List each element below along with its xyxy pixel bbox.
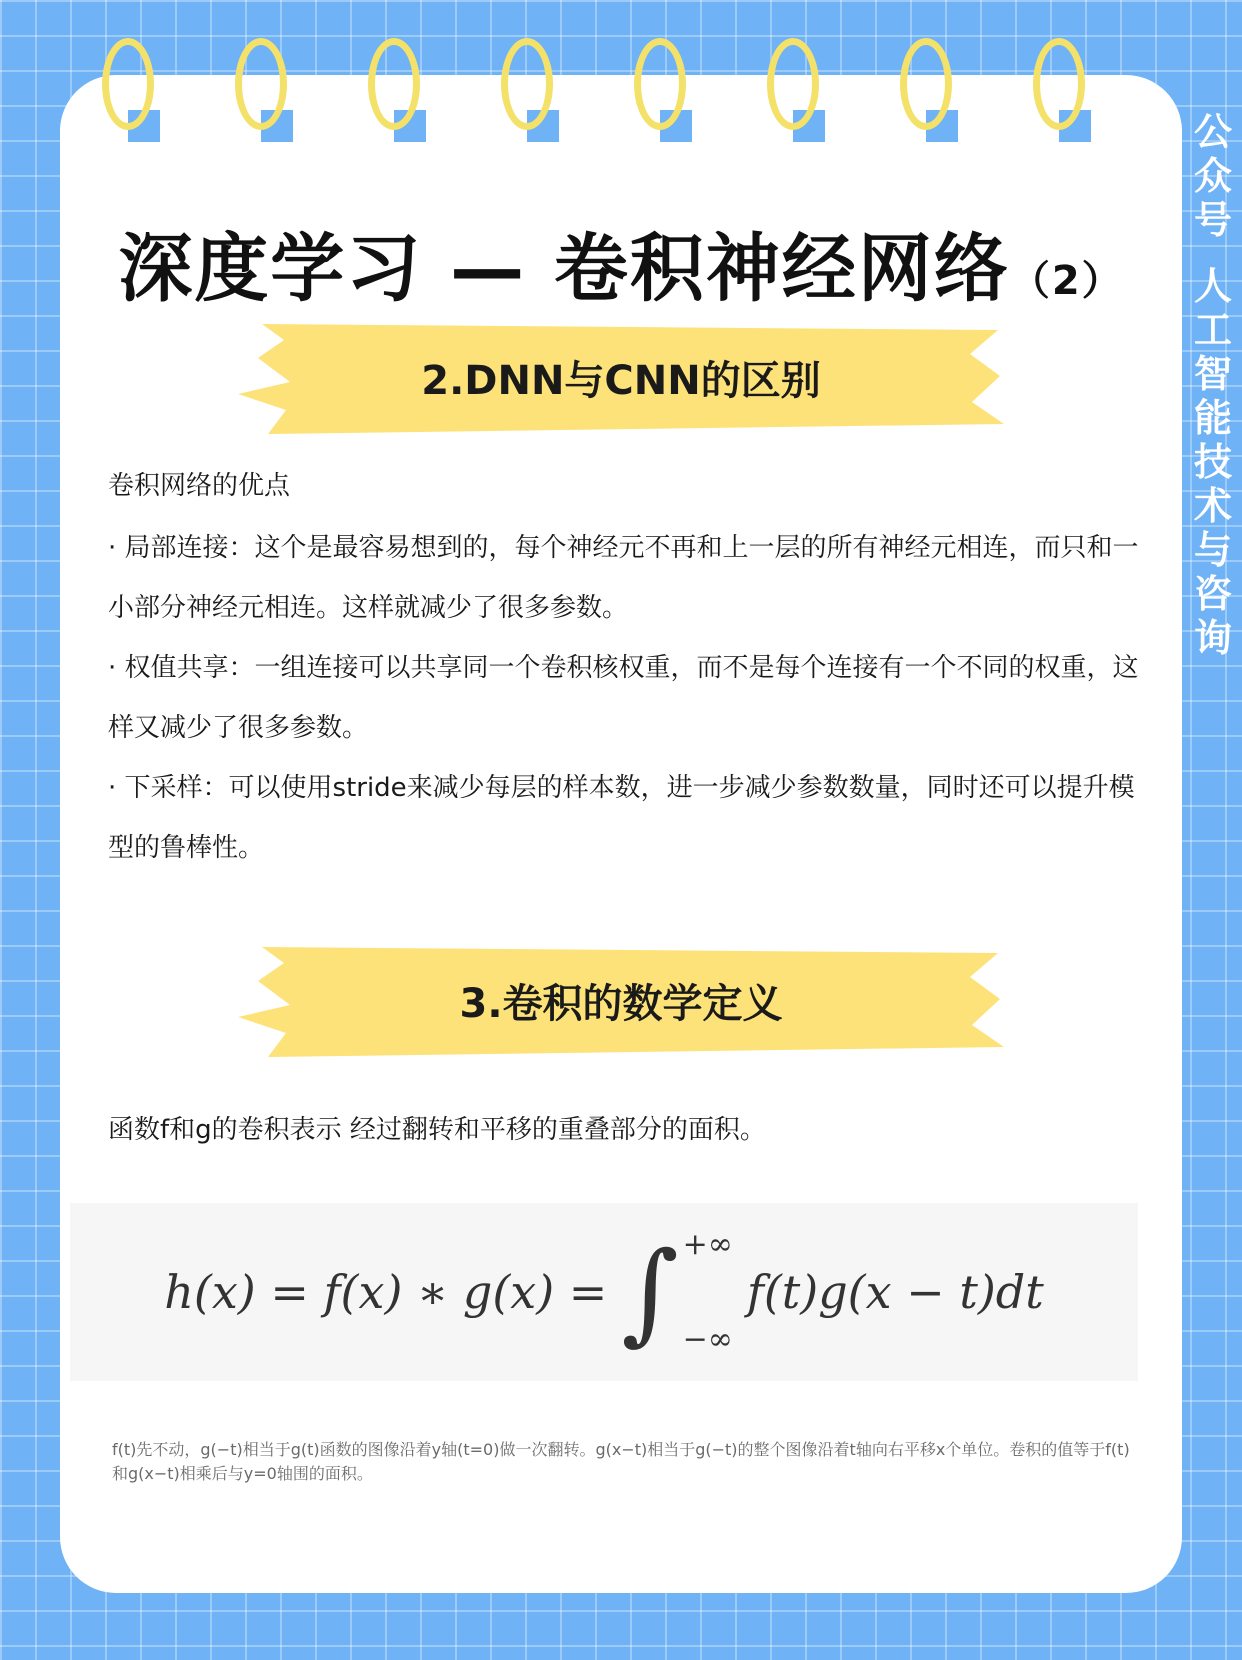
section1-intro: 卷积网络的优点 xyxy=(108,471,291,501)
side-char: 人 xyxy=(1193,264,1232,308)
convolution-formula xyxy=(164,1227,1043,1357)
integral-sign: ∫ xyxy=(621,1228,679,1356)
binder-ring xyxy=(900,38,952,130)
binder-ring xyxy=(368,38,420,130)
side-char: 询 xyxy=(1193,616,1232,660)
side-label xyxy=(1190,110,1236,660)
side-char: 术 xyxy=(1193,484,1232,528)
formula-lhs: h(x) = f(x) ∗ g(x) = xyxy=(164,1265,608,1319)
integral-limits xyxy=(683,1227,733,1357)
title-main: 深度学习 — 卷积神经网络 xyxy=(118,226,1010,312)
side-char: 技 xyxy=(1193,440,1232,484)
page-title xyxy=(0,210,1242,316)
side-char: 能 xyxy=(1193,396,1232,440)
side-char: 众 xyxy=(1193,154,1232,198)
section2-banner xyxy=(238,941,1004,1059)
section2-heading: 3.卷积的数学定义 xyxy=(459,980,783,1027)
upper-limit: +∞ xyxy=(682,1227,733,1262)
binder-ring xyxy=(501,38,553,130)
formula-integrand: f(t)g(x − t)dt xyxy=(746,1265,1044,1319)
binder-ring xyxy=(1033,38,1085,130)
section1-banner xyxy=(238,318,1004,436)
side-char: 号 xyxy=(1193,198,1232,242)
side-char: 与 xyxy=(1193,528,1232,572)
side-char: 智 xyxy=(1193,352,1232,396)
section1-point: · 局部连接：这个是最容易想到的，每个神经元不再和上一层的所有神经元相连，而只和一小部分神经元相连。这样就减少了很多参数。 xyxy=(108,533,1139,623)
formula-note: f(t)先不动，g(−t)相当于g(t)函数的图像沿着y轴(t=0)做一次翻转。g(x−t)相当于g(−t)的整个图像沿着t轴向右平移x个单位。卷积的值等于f(t)和g(x−t)相乘后与y=0轴围的面积。 xyxy=(112,1440,1130,1483)
section1-heading: 2.DNN与CNN的区别 xyxy=(421,357,821,404)
binder-ring xyxy=(767,38,819,130)
side-char: 工 xyxy=(1193,308,1232,352)
binder-ring xyxy=(102,38,154,130)
title-suffix: （2） xyxy=(1009,258,1124,304)
section1-point: · 下采样：可以使用stride来减少每层的样本数，进一步减少参数数量，同时还可以提升模型的鲁棒性。 xyxy=(108,773,1135,863)
side-char: 咨 xyxy=(1193,572,1232,616)
binder-ring xyxy=(634,38,686,130)
side-char: 公 xyxy=(1193,110,1232,154)
formula-image xyxy=(70,1203,1138,1381)
binder-ring xyxy=(235,38,287,130)
lower-limit: −∞ xyxy=(682,1322,733,1357)
section2-intro: 函数f和g的卷积表示 经过翻转和平移的重叠部分的面积。 xyxy=(108,1115,766,1145)
section1-point: · 权值共享：一组连接可以共享同一个卷积核权重，而不是每个连接有一个不同的权重，这样又减少了很多参数。 xyxy=(108,653,1139,743)
integral xyxy=(621,1227,732,1357)
